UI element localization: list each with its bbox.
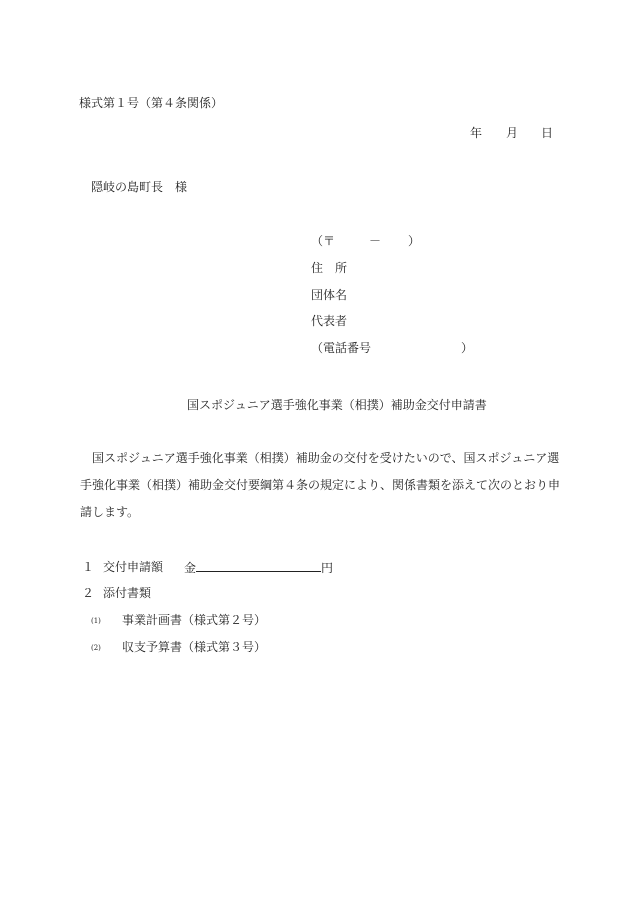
postal-dash: － bbox=[369, 234, 382, 248]
amount-suffix: 円 bbox=[321, 561, 334, 575]
phone-open: （電話番号 bbox=[311, 341, 372, 355]
date-day: 日 bbox=[541, 126, 554, 140]
amount-prefix: 金 bbox=[184, 561, 197, 575]
postal-close: ） bbox=[408, 234, 421, 248]
item1-number: １ bbox=[82, 560, 95, 574]
body-line: 国スポジュニア選手強化事業（相撲）補助金の交付を受けたいので、国スポジュニア選 bbox=[80, 451, 560, 465]
sub1-number: (1) bbox=[91, 617, 101, 625]
item1-label: 交付申請額 bbox=[103, 560, 164, 574]
representative-label: 代表者 bbox=[311, 314, 348, 328]
item2-label: 添付書類 bbox=[103, 586, 152, 600]
phone-close: ） bbox=[461, 341, 474, 355]
body-line: 請します。 bbox=[80, 505, 140, 519]
date-month: 月 bbox=[506, 126, 519, 140]
date-year: 年 bbox=[470, 126, 483, 140]
sub2-number: (2) bbox=[91, 644, 101, 652]
body-line: 手強化事業（相撲）補助金交付要綱第４条の規定により、関係書類を添えて次のとおり申 bbox=[80, 478, 561, 492]
addressee: 隠岐の島町長 様 bbox=[91, 180, 188, 194]
address-label: 住 所 bbox=[311, 261, 348, 275]
amount-field bbox=[184, 560, 333, 575]
form-number: 様式第１号（第４条関係） bbox=[79, 96, 224, 110]
postal-open: （〒 bbox=[311, 234, 336, 248]
organization-label: 団体名 bbox=[311, 288, 348, 302]
amount-underline bbox=[196, 560, 321, 572]
sub1-label: 事業計画書（様式第２号） bbox=[122, 613, 267, 627]
sub2-label: 収支予算書（様式第３号） bbox=[122, 640, 267, 654]
item2-number: ２ bbox=[82, 586, 95, 600]
document-title: 国スポジュニア選手強化事業（相撲）補助金交付申請書 bbox=[187, 398, 487, 412]
